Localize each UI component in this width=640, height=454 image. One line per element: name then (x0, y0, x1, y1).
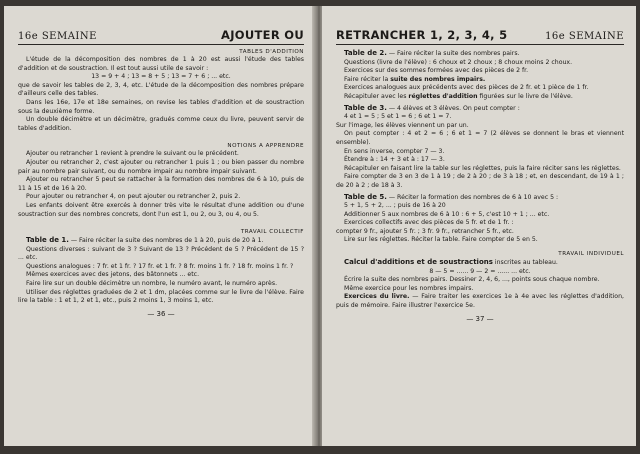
paragraph: Questions analogues : 7 fr. et 1 fr. ? 17 fr. et 1 fr. ? 8 fr. moins 1 fr. ? 18 fr. moins 1 fr. ? (26, 262, 294, 270)
emphasis: Exercices du livre. (344, 293, 410, 301)
text-run: Récapituler avec les (344, 92, 409, 100)
paragraph: Sur l'image, les élèves viennent un par un. (336, 121, 469, 129)
section-heading: TABLES D'ADDITION (239, 49, 304, 55)
left-running-head (18, 28, 304, 45)
table-5-paragraph (336, 193, 624, 203)
paragraph: Mêmes exercices avec des jetons, des bâtonnets ... etc. (26, 271, 200, 279)
paragraph: L'étude de la décomposition des nombres de 1 à 20 est aussi l'étude des tables d'addition et de soustraction. Il est tout aussi utile de savoir : (18, 56, 304, 72)
paragraph: 4 et 1 = 5 ; 5 et 1 = 6 ; 6 et 1 = 7. (344, 113, 452, 121)
page-title: AJOUTER OU (221, 28, 304, 42)
paragraph: Exercices sur des sommes formées avec des pièces de 2 fr. (344, 67, 529, 75)
paragraph: Ajouter ou retrancher 2, c'est ajouter ou retrancher 1 puis 1 ; ou bien passer du nombre pair au nombre pair suivant, ou du nombre impair au nombre impair suivant. (18, 158, 304, 175)
equation-line: 8 — 5 = ...... 9 — 2 = ...... ... etc. (429, 267, 531, 275)
paragraph: Utiliser des réglettes graduées de 2 et 1 dm, placées comme sur le livre de l'élève. Faire lire la table : 1 et 1, 2 et 1, etc., puis 2 moins 1, 3 moins 1, etc. (18, 288, 304, 305)
week-label: 16e SEMAINE (545, 31, 624, 42)
equation-line: 13 = 9 + 4 ; 13 = 8 + 5 ; 13 = 7 + 6 ; ... etc. (91, 73, 231, 81)
table-1-paragraph (18, 236, 304, 246)
paragraph (336, 293, 624, 310)
paragraph: Additionner 5 aux nombres de 6 à 10 : 6 + 5, c'est 10 + 1 ; ... etc. (344, 210, 550, 218)
paragraph: Faire lire sur un double décimètre un nombre, le numéro avant, le numéro après. (26, 280, 278, 288)
table-1-label: Table de 1. (26, 236, 69, 245)
table-5-text: — Réciter la formation des nombres de 6 à 10 avec 5 : (386, 193, 559, 201)
page-number: — 37 — (466, 314, 494, 323)
paragraph: Étendre à : 14 + 3 et à : 17 — 3. (344, 156, 445, 164)
right-page (322, 6, 636, 446)
paragraph: Dans les 16e, 17e et 18e semaines, on revise les tables d'addition et de soustraction sous la deuxième forme. (18, 98, 304, 115)
table-1-text: — Faire réciter la suite des nombres de 1 à 20, puis de 20 à 1. (68, 237, 264, 245)
paragraph (336, 258, 624, 268)
paragraph: En sens inverse, compter 7 — 3. (344, 147, 445, 155)
paragraph: Exercices analogues aux précédents avec des pièces de 2 fr. et 1 pièce de 1 fr. (344, 84, 589, 92)
paragraph: que de savoir les tables de 2, 3, 4, etc. L'étude de la décomposition des nombres prépare d'ailleurs celle des tables. (18, 81, 304, 98)
left-page (4, 6, 316, 446)
page-number: — 36 — (147, 309, 175, 318)
table-3-label: Table de 3. (344, 103, 387, 112)
week-label: 16e SEMAINE (18, 31, 97, 42)
page-title: RETRANCHER 1, 2, 3, 4, 5 (336, 28, 508, 42)
table-3-paragraph (336, 104, 624, 114)
text-run: — Faire traiter les exercices 1e à 4e avec les réglettes d'addition, puis de mémoire. Faire illustrer l'exercice 5e. (336, 293, 624, 310)
paragraph: compter 9 fr., ajouter 5 fr. ; 3 fr. 9 fr., retrancher 5 fr., etc. (336, 227, 514, 235)
table-2-label: Table de 2. (344, 49, 387, 57)
right-running-head (336, 28, 624, 45)
section-heading: NOTIONS A APPRENDRE (227, 143, 304, 150)
paragraph: Récapituler en faisant lire la table sur les réglettes, puis la faire réciter sans les réglettes. (344, 164, 621, 172)
paragraph: Un double décimètre et un décimètre, gradués comme ceux du livre, peuvent servir de tables d'addition. (18, 116, 304, 132)
paragraph: Exercices collectifs avec des pièces de 5 fr. et de 1 fr. : (344, 219, 514, 227)
paragraph: Questions diverses : suivant de 3 ? Suivant de 13 ? Précédent de 5 ? Précédent de 15 ? ... etc. (18, 245, 304, 262)
text-run: inscrites au tableau. (492, 259, 558, 267)
paragraph: Pour ajouter ou retrancher 4, on peut ajouter ou retrancher 2, puis 2. (26, 193, 241, 201)
table-5-label: Table de 5. (344, 192, 387, 201)
emphasis: réglettes d'addition (408, 92, 478, 100)
paragraph: Même exercice pour les nombres impairs. (344, 284, 474, 292)
emphasis: Calcul d'additions et de soustractions (344, 258, 493, 267)
text-run: figurées sur le livre de l'élève. (477, 92, 573, 100)
paragraph: 5 + 1, 5 + 2, ... ; puis de 16 à 20 (344, 202, 446, 210)
text-run: Faire réciter la (344, 75, 391, 83)
table-2-text: — Faire réciter la suite des nombres pairs. (386, 50, 520, 57)
paragraph: Les enfants doivent être exercés à donner très vite le résultat d'une addition ou d'une soustraction sur des nombres concrets, dont l'un est 1, ou 2, ou 3, ou 4, ou 5. (18, 201, 304, 218)
section-heading: TRAVAIL INDIVIDUEL (558, 251, 624, 258)
table-2-paragraph (336, 49, 624, 59)
paragraph: Questions (livre de l'élève) : 6 choux et 2 choux ; 8 choux moins 2 choux. (344, 58, 573, 66)
paragraph: Ajouter ou retrancher 1 revient à prendre le suivant ou le précédent. (26, 150, 239, 158)
table-3-text: — 4 élèves et 3 élèves. On peut compter : (386, 104, 520, 112)
paragraph: Faire compter de 3 en 3 de 1 à 19 ; de 2 à 20 ; de 3 à 18 ; et, en descendant, de 19 à 1 ; de 20 à 2 ; de 18 à 3. (336, 173, 624, 189)
paragraph (336, 93, 624, 102)
section-heading: TRAVAIL COLLECTIF (240, 229, 304, 236)
paragraph: Écrire la suite des nombres pairs. Dessiner 2, 4, 6, ..., points sous chaque nombre. (344, 276, 600, 284)
paragraph: On peut compter : 4 et 2 = 6 ; 6 et 1 = 7 (2 élèves se donnent le bras et viennent ensemble). (336, 130, 624, 146)
paragraph: Lire sur les réglettes. Réciter la table. Faire compter de 5 en 5. (344, 236, 538, 244)
emphasis: suite des nombres impairs. (390, 75, 486, 83)
paragraph: Ajouter ou retrancher 5 peut se rattacher à la formation des nombres de 6 à 10, puis de 11 à 15 et de 16 à 20. (18, 176, 304, 192)
